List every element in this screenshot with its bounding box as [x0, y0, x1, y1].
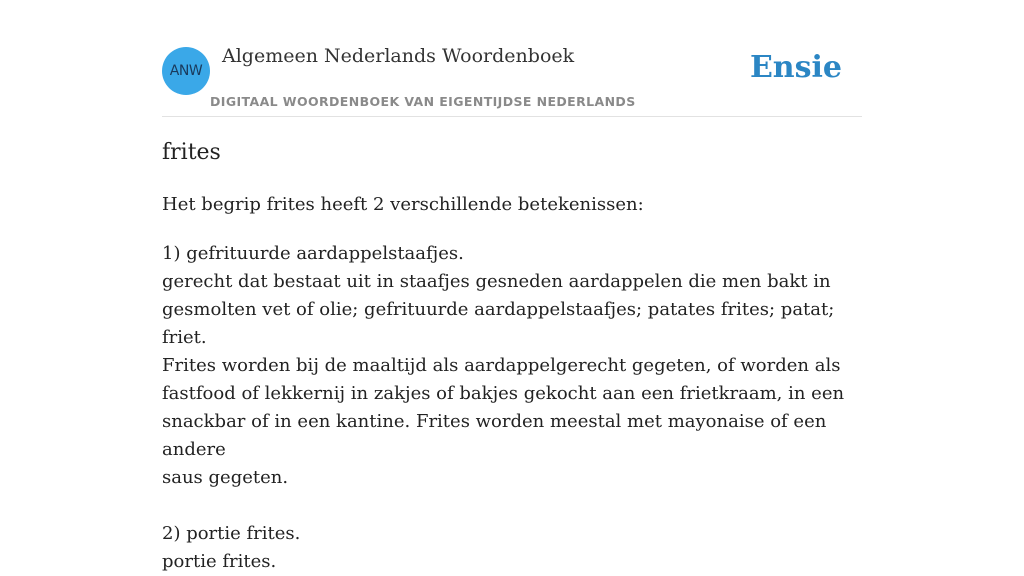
meaning-1-line: Frites worden bij de maaltijd als aardappelgerecht gegeten, of worden als — [162, 355, 841, 376]
meaning-1-line: snackbar of in een kantine. Frites worden meestal met mayonaise of een andere — [162, 411, 827, 460]
meaning-1-line: fastfood of lekkernij in zakjes of bakjes gekocht aan een frietkraam, in een — [162, 383, 845, 404]
ensie-logo[interactable]: Ensie — [749, 50, 842, 85]
site-subtitle: DIGITAAL WOORDENBOEK VAN EIGENTIJDSE NEDERLANDS — [210, 94, 636, 109]
meaning-2-line: portie frites. — [162, 551, 277, 572]
meaning-1-heading: 1) gefrituurde aardappelstaafjes. — [162, 243, 464, 264]
meaning-1-line: saus gegeten. — [162, 467, 289, 488]
anw-logo[interactable]: ANW — [162, 47, 210, 95]
site-header — [162, 0, 862, 117]
entry-intro: Het begrip frites heeft 2 verschillende betekenissen: — [162, 194, 644, 215]
entry-body — [162, 240, 862, 576]
meaning-1-line: gesmolten vet of olie; gefrituurde aardappelstaafjes; patates frites; patat; friet. — [162, 299, 835, 348]
entry-title: frites — [162, 140, 221, 165]
site-title[interactable]: Algemeen Nederlands Woordenboek — [222, 45, 575, 67]
page — [162, 0, 862, 572]
meaning-spacer — [162, 492, 862, 520]
meaning-2-heading: 2) portie frites. — [162, 523, 301, 544]
meaning-1-line: gerecht dat bestaat uit in staafjes gesneden aardappelen die men bakt in — [162, 271, 831, 292]
